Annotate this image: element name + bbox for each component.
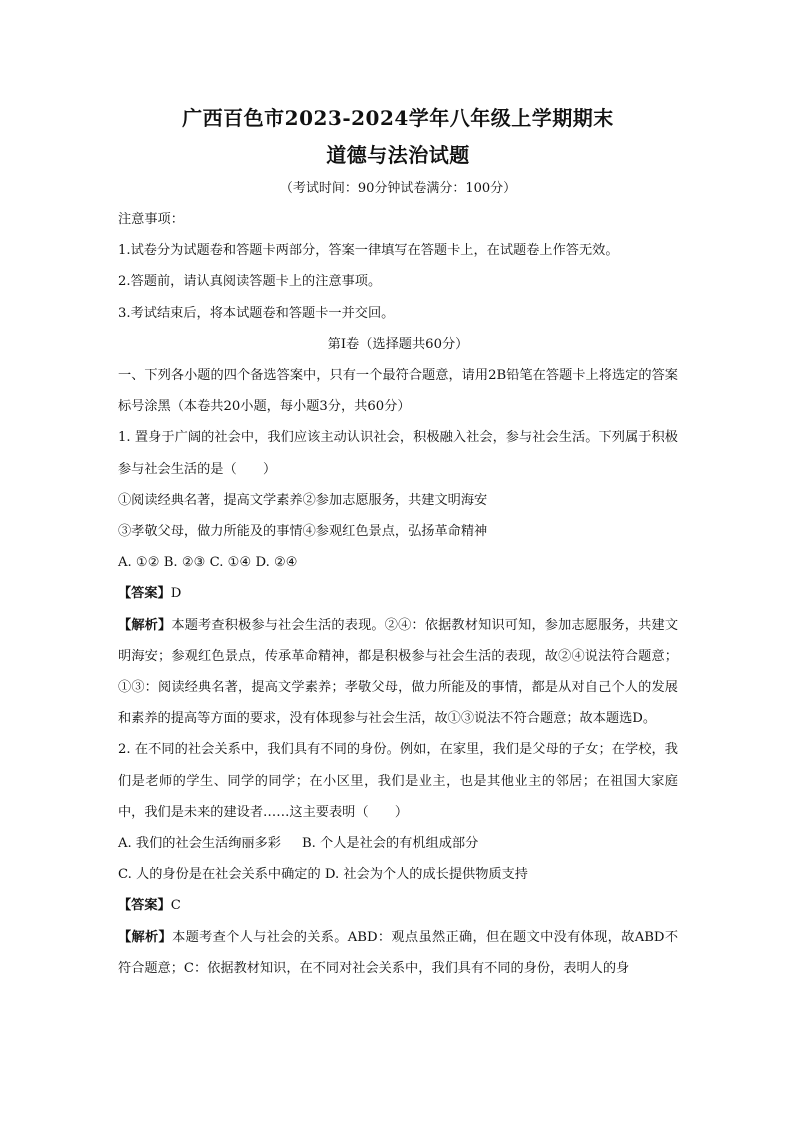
- notice-item-1: 1.试卷分为试题卷和答题卡两部分，答案一律填写在答题卡上，在试题卷上作答无效。: [118, 243, 619, 259]
- question-1-items-line-2: ③孝敬父母，做力所能及的事情④参观红色景点，弘扬革命精神: [118, 524, 488, 540]
- notice-item-3: 3.考试结束后，将本试题卷和答题卡一并交回。: [118, 305, 395, 321]
- exam-subject-title: 道德与法治试题: [326, 143, 470, 167]
- option-c: C. 人的身份是在社会关系中确定的: [118, 867, 321, 883]
- answer-value: C: [170, 898, 181, 914]
- analysis-tag: 【解析】: [118, 929, 173, 945]
- question-1-options: A. ①② B. ②③ C. ①④ D. ②④: [118, 555, 298, 571]
- section-instruction: 一、下列各小题的四个备选答案中，只有一个最符合题意，请用2B铅笔在答题卡上将选定的答案标号涂黑（本卷共20小题，每小题3分，共60分）: [118, 368, 678, 415]
- analysis-text: 本题考查积极参与社会生活的表现。②④：依据教材知识可知，参加志愿服务，共建文明海安；参观红色景点，传承革命精神，都是积极参与社会生活的表现，故②④说法符合题意；①③：阅读经典名著，提高文学素养；孝敬父母，做力所能及的事情，都是从对自己个人的发展和素养的提高等方面的要求，没有体现参与社会生活，故①③说法不符合题意；故本题选D。: [118, 617, 679, 727]
- answer-value: D: [170, 586, 182, 602]
- analysis-tag: 【解析】: [118, 617, 172, 633]
- exam-title: 广西百色市2023-2024学年八年级上学期期末: [182, 106, 614, 130]
- question-2-options-cd: [118, 859, 678, 890]
- question-2-options-ab: [118, 828, 678, 859]
- question-2-analysis: [118, 922, 678, 984]
- document-content: [118, 100, 678, 984]
- option-d: D. 社会为个人的成长提供物质支持: [324, 867, 528, 883]
- analysis-text: 本题考查个人与社会的关系。ABD：观点虽然正确，但在题文中没有体现，故ABD不符合题意；C：依据教材知识，在不同对社会关系中，我们具有不同的身份，表明人的身: [118, 929, 679, 976]
- option-b: B. 个人是社会的有机组成部分: [301, 836, 479, 852]
- question-1-items-line-1: ①阅读经典名著，提高文学素养②参加志愿服务，共建文明海安: [118, 492, 488, 508]
- notice-heading: 注意事项：: [118, 212, 184, 227]
- option-a: A. 我们的社会生活绚丽多彩: [118, 836, 281, 852]
- question-2-answer: [118, 890, 678, 921]
- answer-tag: 【答案】: [118, 586, 171, 602]
- notice-item-2: 2.答题前，请认真阅读答题卡上的注意事项。: [118, 274, 382, 290]
- question-1-answer: [118, 578, 678, 609]
- question-2-stem: 2. 在不同的社会关系中，我们具有不同的身份。例如，在家里，我们是父母的子女；在学校，我们是老师的学生、同学的同学；在小区里，我们是业主，也是其他业主的邻居；在祖国大家庭中，我们是未来的建设者……这主要表明（ ）: [118, 742, 678, 820]
- question-1-analysis: [118, 610, 678, 735]
- answer-tag: 【答案】: [118, 898, 171, 914]
- exam-info: （考试时间：90分钟试卷满分：100分）: [279, 181, 517, 196]
- section-title: 第Ⅰ卷（选择题共60分）: [327, 336, 469, 352]
- question-1-stem: 1. 置身于广阔的社会中，我们应该主动认识社会，积极融入社会，参与社会生活。下列属于积极参与社会生活的是（ ）: [118, 430, 678, 477]
